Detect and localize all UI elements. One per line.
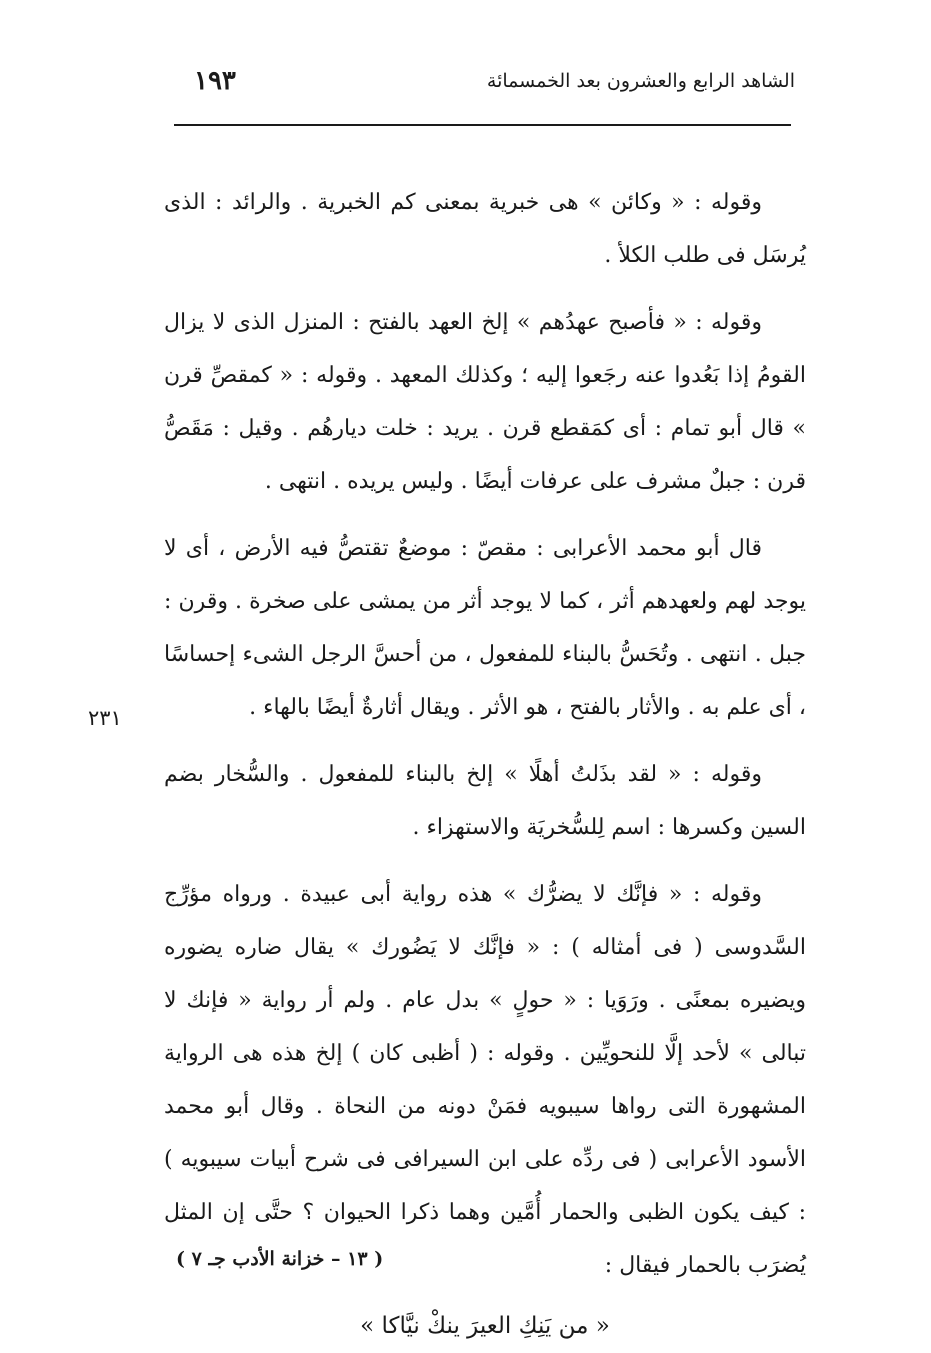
paragraph-3: قال أبو محمد الأعرابى : مقصّ : موضعٌ تقتصُّ فيه الأرض ، أى لا يوجد لهم ولعهدهم أثر ، كما لا يوجد أثر من يمشى على صخرة . وقرن : جبل . انتهى . وتُحَسُّ بالبناء للمفعول ، من أحسَّ الرجل الشىء إحساسًا ، أى علم به . والأثار بالفتح ، هو الأثر . ويقال أثارةٌ أيضًا بالهاء .	[164, 536, 806, 720]
running-head	[170, 66, 795, 106]
paragraph-4: وقوله : « لقد بذَلتُ أهلًا » إلخ بالبناء للمفعول . والسُّخار بضم السين وكسرها : اسم لِلسُّخريَة والاستهزاء .	[164, 762, 806, 840]
header-divider	[174, 124, 791, 126]
paragraph-5: وقوله : « فإنَّك لا يضرُّك » هذه رواية أبى عبيدة . ورواه مؤرِّج السَّدوسى ( فى أمثاله ) : « فإنَّك لا يَضُورك » يقال ضاره يضوره ويضيره بمعنًى . ورَوَيا : « حولٍ » بدل عام . ولم أر رواية « فإنك لا تبالى » لأحد إلَّا للنحويِّين . وقوله : ( أظبى كان ) إلخ هذه هى الرواية المشهورة التى رواها سيبويه فمَنْ دونه من النحاة . وقال أبو محمد الأسود الأعرابى ( فى ردِّه على ابن السيرافى فى شرح أبيات سيبويه ) : كيف يكون الظبى والحمار أُمَّين وهما ذكرا الحيوان ؟ حتَّى إن المثل يُضرَب بالحمار فيقال :	[164, 882, 806, 1278]
footer-signature: ( ١٣ – خزانة الأدب جـ ٧ )	[176, 1248, 384, 1270]
running-title: الشاهد الرابع والعشرون بعد الخمسمائة	[486, 70, 795, 92]
body-text	[164, 176, 806, 1353]
paragraph-1: وقوله : « وكائن » هى خبرية بمعنى كم الخبرية . والرائد : الذى يُرسَل فى طلب الكلأ .	[164, 190, 806, 268]
verse-line: « من يَنِكِ العيرَ ينكْ نيَّاكا »	[360, 1313, 610, 1339]
paragraph-2: وقوله : « فأصبح عهدُهم » إلخ العهد بالفتح : المنزل الذى لا يزال القومُ إذا بَعُدوا عنه رجَعوا إليه ؛ وكذلك المعهد . وقوله : « كمقصِّ قرن » قال أبو تمام : أى كمَقطع قرن . يريد : خلت ديارهُم . وقيل : مَقَصُّ قرن : جبلٌ مشرف على عرفات أيضًا . وليس يريده . انتهى .	[164, 310, 806, 494]
page-number: ١٩٣	[194, 66, 236, 96]
margin-note: ٢٣١	[88, 706, 122, 730]
